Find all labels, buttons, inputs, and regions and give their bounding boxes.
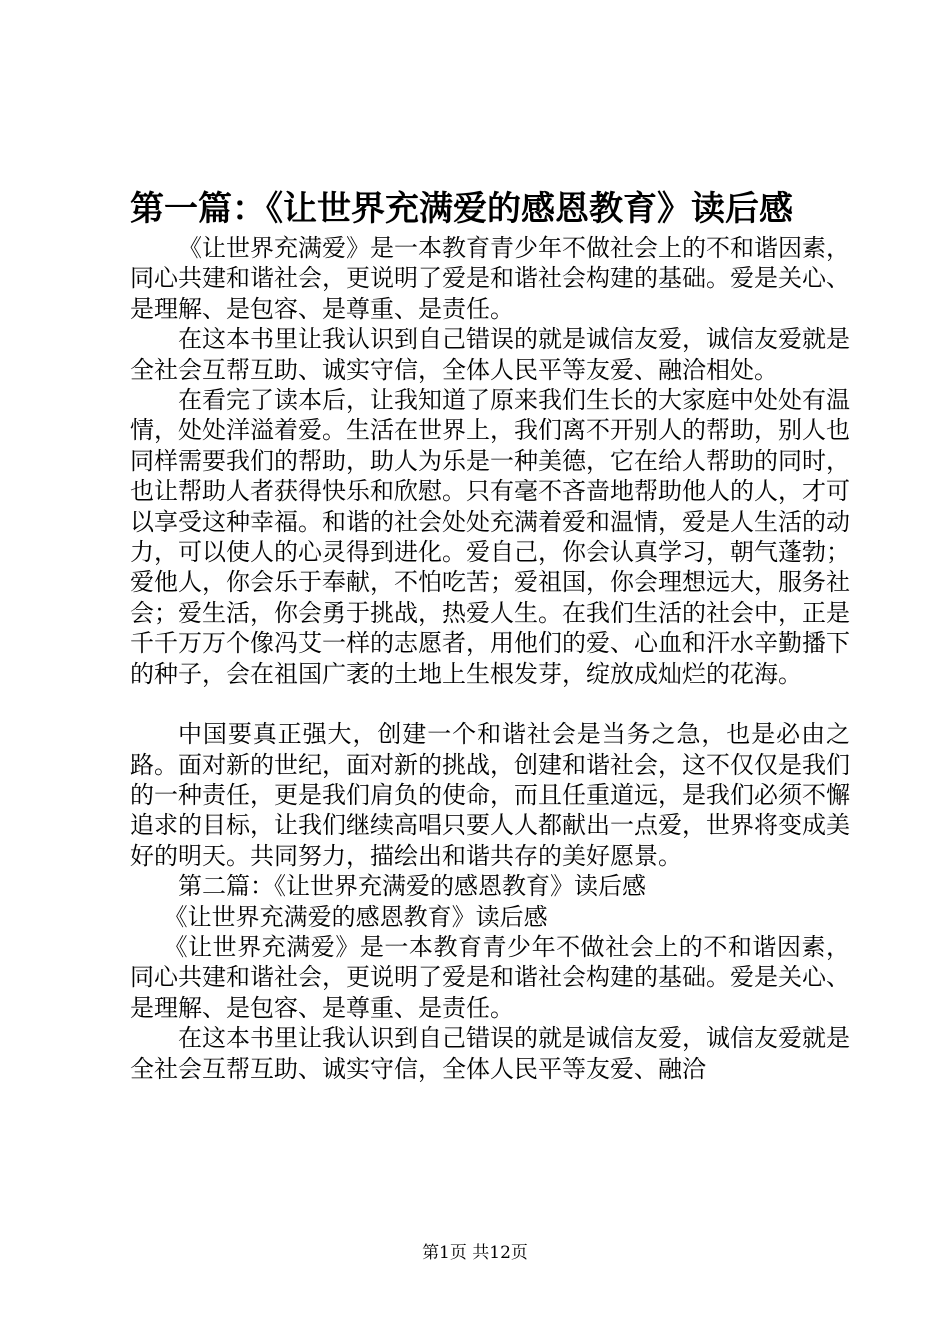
section2-paragraph-2: 在这本书里让我认识到自己错误的就是诚信友爱，诚信友爱就是全社会互帮互助、诚实守信，全体人民平等友爱、融洽 xyxy=(130,1024,850,1083)
document-body xyxy=(130,233,850,1084)
section2-subheading: 《让世界充满爱的感恩教育》读后感 xyxy=(163,902,548,931)
page-footer: 第1页 共12页 xyxy=(422,1243,528,1263)
paragraph-1: 《让世界充满爱》是一本教育青少年不做社会上的不和谐因素，同心共建和谐社会，更说明了爱是和谐社会构建的基础。爱是关心、是理解、是包容、是尊重、是责任。 xyxy=(130,234,850,323)
paragraph-3: 在看完了读本后，让我知道了原来我们生长的大家庭中处处有温情，处处洋溢着爱。生活在世界上，我们离不开别人的帮助，别人也同样需要我们的帮助，助人为乐是一种美德，它在给人帮助的同时，也让帮助人者获得快乐和欣慰。只有毫不吝啬地帮助他人的人，才可以享受这种幸福。和谐的社会处处充满着爱和温情，爱是人生活的动力，可以使人的心灵得到进化。爱自己，你会认真学习，朝气蓬勃；爱他人，你会乐于奉献，不怕吃苦；爱祖国，你会理想远大，服务社会；爱生活，你会勇于挑战，热爱人生。在我们生活的社会中，正是千千万万个像冯艾一样的志愿者，用他们的爱、心血和汗水辛勤播下的种子，会在祖国广袤的土地上生根发芽，绽放成灿烂的花海。 xyxy=(130,386,850,688)
document-title: 第一篇：《让世界充满爱的感恩教育》读后感 xyxy=(130,189,793,229)
paragraph-2: 在这本书里让我认识到自己错误的就是诚信友爱，诚信友爱就是全社会互帮互助、诚实守信，全体人民平等友爱、融洽相处。 xyxy=(130,325,850,384)
section2-heading: 第二篇：《让世界充满爱的感恩教育》读后感 xyxy=(178,872,646,901)
section2-paragraph-1: 《让世界充满爱》是一本教育青少年不做社会上的不和谐因素，同心共建和谐社会，更说明了爱是和谐社会构建的基础。爱是关心、是理解、是包容、是尊重、是责任。 xyxy=(130,932,850,1022)
paragraph-4: 中国要真正强大，创建一个和谐社会是当务之急，也是必由之路。面对新的世纪，面对新的挑战，创建和谐社会，这不仅仅是我们的一种责任，更是我们肩负的使命，而且任重道远，是我们必须不懈追求的目标，让我们继续高唱只要人人都献出一点爱，世界将变成美好的明天。共同努力，描绘出和谐共存的美好愿景。 xyxy=(130,720,850,870)
